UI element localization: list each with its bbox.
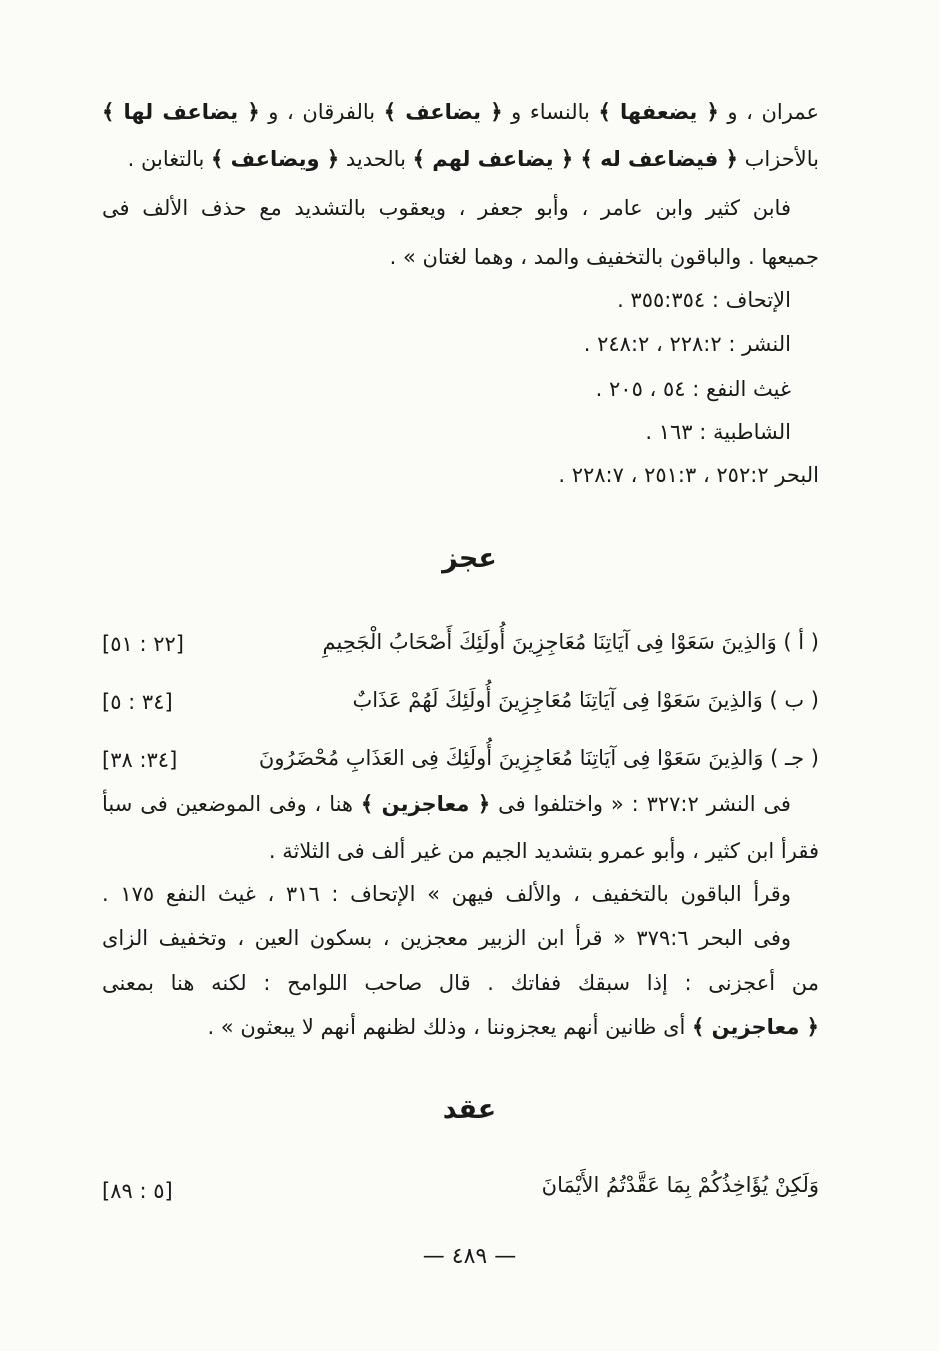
- reference-line: الإتحاف : ٣٥٥:٣٥٤ .: [617, 288, 791, 312]
- text-line: جميعها . والباقون بالتخفيف والمد ، وهما لغتان » .: [389, 245, 819, 269]
- verse-reference: [٢٢ : ٥١]: [102, 632, 184, 656]
- text-line: [102, 102, 819, 123]
- text-line: من أعجزنى : إذا سبقك ففاتك . قال صاحب اللوامح : لكنه هنا بمعنى: [102, 971, 819, 995]
- bold-quran-word: ﴿ معاجزين ﴾: [360, 792, 491, 816]
- section-heading: عجز: [442, 543, 497, 574]
- text-line: فابن كثير وابن عامر ، وأبو جعفر ، ويعقوب بالتشديد مع حذف الألف فى: [102, 196, 791, 220]
- bold-quran-word: ﴿ ويضاعف ﴾: [211, 147, 340, 171]
- text-line: [102, 794, 791, 815]
- section-heading: عقد: [442, 1094, 497, 1125]
- bold-quran-word: ﴿ معاجزين ﴾: [692, 1015, 819, 1039]
- text-segment: بالنساء و: [502, 100, 599, 124]
- text-line: وقرأ الباقون بالتخفيف ، والألف فيهن » الإتحاف : ٣١٦ ، غيث النفع ١٧٥ .: [102, 882, 791, 906]
- text-segment: بالحديد: [339, 147, 413, 171]
- reference-line: النشر : ٢٢٨:٢ ، ٢٤٨:٢ .: [583, 332, 791, 356]
- verse-text: وَلَكِنْ يُؤَاخِذُكُمْ بِمَا عَقَّدْتُمُ الأَيْمَانَ: [541, 1173, 819, 1197]
- text-segment: بالأحزاب: [737, 147, 819, 171]
- text-line: [207, 1017, 819, 1038]
- text-segment: هنا ، وفى الموضعين فى سبأ: [102, 792, 361, 816]
- reference-line: الشاطبية : ١٦٣ .: [645, 420, 791, 444]
- bold-quran-word: ﴿ يضاعف ﴾: [383, 100, 503, 124]
- bold-quran-word: ﴿ يضاعف لها ﴾: [102, 100, 260, 124]
- reference-line: غيث النفع : ٥٤ ، ٢٠٥ .: [595, 377, 791, 401]
- verse-text: ( جـ ) وَالذِينَ سَعَوْا فِى آيَاتِنَا مُعَاجِزِينَ أُولَئِكَ فِى العَذَابِ مُحْضَرُونَ: [258, 746, 819, 770]
- verse-text: ( أ ) وَالذِينَ سَعَوْا فِى آيَاتِنَا مُعَاجِزِينَ أُولَئِكَ أَصْحَابُ الْجَحِيمِ: [322, 630, 819, 654]
- verse-reference: [٣٤: ٣٨]: [102, 748, 178, 772]
- text-line: وفى البحر ٣٧٩:٦ « قرأ ابن الزبير معجزين ، بسكون العين ، وتخفيف الزاى: [102, 926, 791, 950]
- text-segment: بالتغابن .: [127, 147, 212, 171]
- page-number: — ٤٨٩ —: [422, 1244, 517, 1269]
- verse-reference: [٣٤ : ٥]: [102, 690, 173, 714]
- bold-quran-word: ﴿ فيضاعف له ﴾ ﴿ يضاعف لهم ﴾: [412, 147, 738, 171]
- verse-text: ( ب ) وَالذِينَ سَعَوْا فِى آيَاتِنَا مُعَاجِزِينَ أُولَئِكَ لَهُمْ عَذَابٌ: [352, 688, 819, 712]
- text-segment: عمران ، و: [718, 100, 819, 124]
- bold-quran-word: ﴿ يضعفها ﴾: [598, 100, 719, 124]
- text-segment: أى ظانين أنهم يعجزوننا ، وذلك لظنهم أنهم لا يبعثون » .: [207, 1015, 693, 1039]
- text-segment: بالفرقان ، و: [259, 100, 384, 124]
- text-line: فقرأ ابن كثير ، وأبو عمرو بتشديد الجيم من غير ألف فى الثلاثة .: [268, 839, 819, 863]
- reference-line: البحر ٢٥٢:٢ ، ٢٥١:٣ ، ٢٢٨:٧ .: [558, 463, 819, 487]
- text-line: [102, 149, 819, 170]
- text-segment: فى النشر ٣٢٧:٢ : « واختلفوا فى: [490, 792, 791, 816]
- verse-reference: [٥ : ٨٩]: [102, 1179, 173, 1203]
